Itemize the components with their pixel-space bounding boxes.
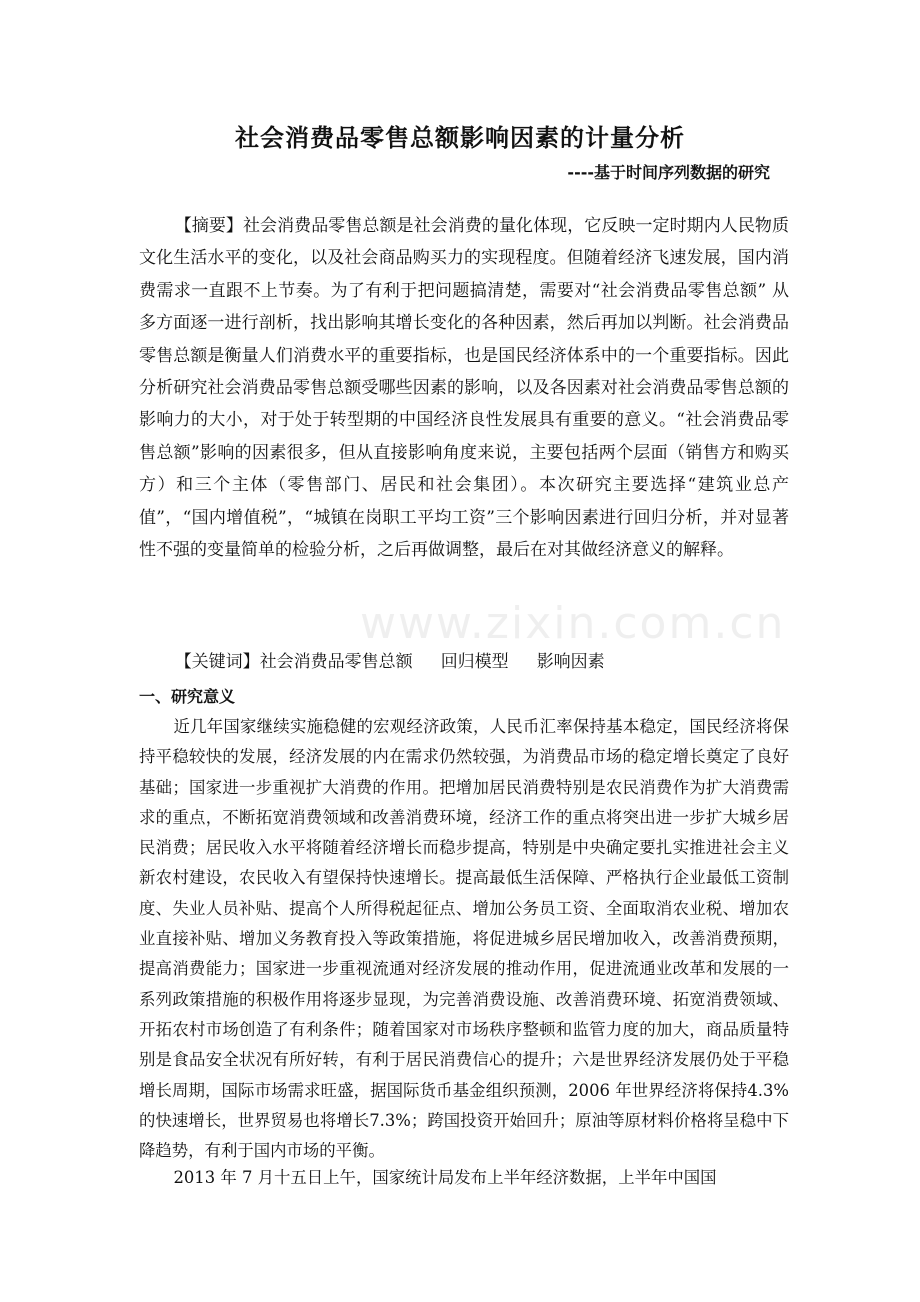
watermark: www.zixin.com.cn bbox=[360, 598, 786, 649]
abstract-label: 【摘要】 bbox=[174, 216, 243, 236]
section-heading: 一、研究意义 bbox=[139, 687, 236, 706]
keywords-line bbox=[139, 646, 789, 678]
body-paragraph: 近几年国家继续实施稳健的宏观经济政策，人民币汇率保持基本稳定，国民经济将保持平稳较快的发展，经济发展的内在需求仍然较强，为消费品市场的稳定增长奠定了良好基础；国家进一步重视扩大消费的作用。把增加居民消费特别是农民消费作为扩大消费需求的重点，不断拓宽消费领域和改善消费环境，经济工作的重点将突出进一步扩大城乡居民消费；居民收入水平将随着经济增长而稳步提高，特别是中央确定要扎实推进社会主义新农村建设，农民收入有望保持快速增长。提高最低生活保障、严格执行企业最低工资制度、失业人员补贴、提高个人所得税起征点、增加公务员工资、全面取消农业税、增加农业直接补贴、增加义务教育投入等政策措施，将促进城乡居民增加收入，改善消费预期，提高消费能力；国家进一步重视流通对经济发展的推动作用，促进流通业改革和发展的一系列政策措施的积极作用将逐步显现，为完善消费设施、改善消费环境、拓宽消费领域、开拓农村市场创造了有利条件；随着国家对市场秩序整顿和监管力度的加大，商品质量特别是食品安全状况有所好转，有利于居民消费信心的提升；六是世界经济发展仍处于平稳增长周期，国际市场需求旺盛，据国际货币基金组织预测，2006 年世界经济将保持4.3%的快速增长，世界贸易也将增长7.3%；跨国投资开始回升；原油等原材料价格将呈稳中下降趋势，有利于国内市场的平衡。 bbox=[139, 717, 789, 1161]
body-paragraph: 2013 年 7 月十五日上午，国家统计局发布上半年经济数据，上半年中国国 bbox=[173, 1168, 717, 1187]
abstract-text: 社会消费品零售总额是社会消费的量化体现，它反映一定时期内人民物质文化生活水平的变化，以及社会商品购买力的实现程度。但随着经济飞速发展，国内消费需求一直跟不上节奏。为了有利于把问题搞清楚，需要对“社会消费品零售总额” 从多方面逐一进行剖析，找出影响其增长变化的各种因素，然后再加以判断。社会消费品零售总额是衡量人们消费水平的重要指标，也是国民经济体系中的一个重要指标。因此分析研究社会消费品零售总额受哪些因素的影响，以及各因素对社会消费品零售总额的影响力的大小，对于处于转型期的中国经济良性发展具有重要的意义。“社会消费品零售总额”影响的因素很多，但从直接影响角度来说，主要包括两个层面（销售方和购买方）和三个主体（零售部门、居民和社会集团）。本次研究主要选择“建筑业总产值”，“国内增值税”，“城镇在岗职工平均工资”三个影响因素进行回归分析，并对显著性不强的变量简单的检验分析，之后再做调整，最后在对其做经济意义的解释。 bbox=[139, 216, 789, 561]
keyword-item: 影响因素 bbox=[536, 652, 605, 672]
keywords-label: 【关键词】 bbox=[174, 652, 260, 672]
document-title: 社会消费品零售总额影响因素的计量分析 bbox=[235, 124, 685, 152]
keyword-item: 社会消费品零售总额 bbox=[259, 652, 413, 672]
document-subtitle: ----基于时间序列数据的研究 bbox=[567, 163, 770, 182]
keyword-item: 回归模型 bbox=[440, 652, 509, 672]
abstract-paragraph bbox=[139, 210, 789, 566]
